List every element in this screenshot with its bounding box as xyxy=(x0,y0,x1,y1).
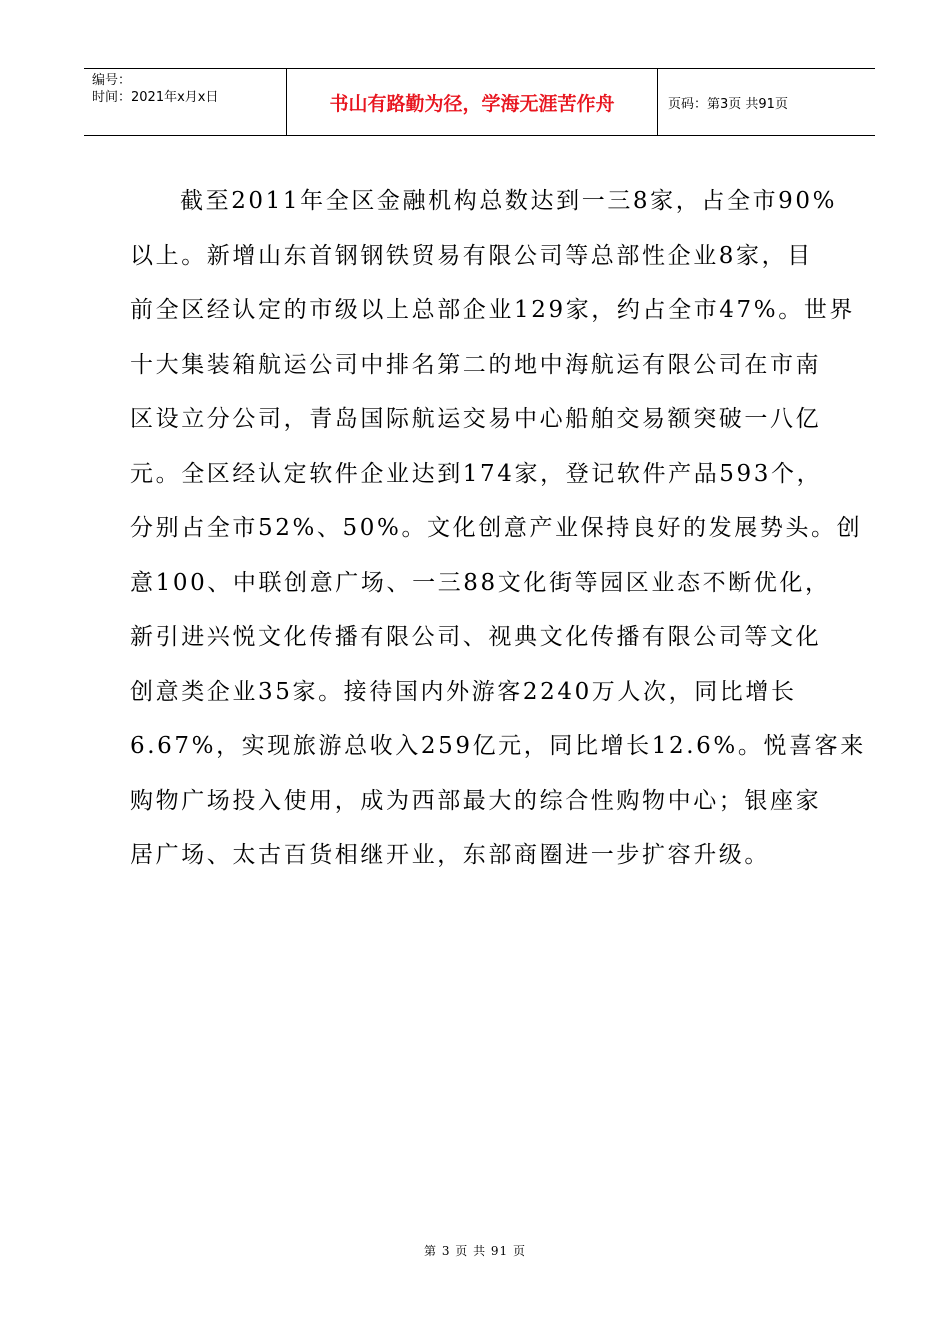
header-page-info: 页码：第3页 共91页 xyxy=(668,96,788,112)
header-meta xyxy=(84,69,287,135)
paragraph-line: 6.67%，实现旅游总收入259亿元，同比增长12.6%。悦喜客来 xyxy=(130,733,866,759)
paragraph-line: 意100、中联创意广场、一三88文化街等园区业态不断优化， xyxy=(130,569,831,596)
page-header xyxy=(84,68,875,136)
time-label: 时间：2021年x月x日 xyxy=(92,90,219,105)
document-body xyxy=(130,174,866,883)
paragraph-line: 居广场、太古百货相继开业，东部商圈进一步扩容升级。 xyxy=(130,842,770,868)
number-label: 编号： xyxy=(92,73,132,88)
header-motto: 书山有路勤为径，学海无涯苦作舟 xyxy=(287,69,658,135)
paragraph-line: 新引进兴悦文化传播有限公司、视典文化传播有限公司等文化 xyxy=(130,624,822,650)
page-footer: 第 3 页 共 91 页 xyxy=(424,1244,526,1258)
paragraph-line: 以上。新增山东首钢钢铁贸易有限公司等总部性企业8家，目 xyxy=(130,242,813,269)
paragraph-line: 元。全区经认定软件企业达到174家，登记软件产品593个， xyxy=(130,460,823,487)
paragraph-line: 十大集装箱航运公司中排名第二的地中海航运有限公司在市南 xyxy=(130,351,822,378)
paragraph-line: 截至2011年全区金融机构总数达到一三8家，占全市90% xyxy=(180,188,838,214)
paragraph-line: 创意类企业35家。接待国内外游客2240万人次，同比增长 xyxy=(130,678,797,705)
paragraph-line: 区设立分公司，青岛国际航运交易中心船舶交易额突破一八亿 xyxy=(130,406,822,432)
paragraph-line: 前全区经认定的市级以上总部企业129家，约占全市47%。世界 xyxy=(130,297,856,323)
paragraph-line: 分别占全市52%、50%。文化创意产业保持良好的发展势头。创 xyxy=(130,515,863,541)
paragraph-line: 购物广场投入使用，成为西部最大的综合性购物中心；银座家 xyxy=(130,787,822,814)
